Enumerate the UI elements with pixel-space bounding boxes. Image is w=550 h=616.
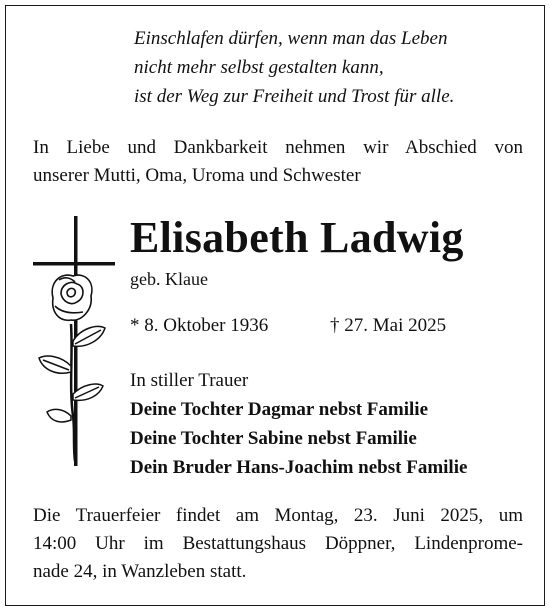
obituary-card (5, 5, 545, 606)
funeral-notice (33, 502, 523, 586)
mourner: Deine Tochter Sabine nebst Familie (130, 428, 417, 449)
life-dates (130, 313, 447, 339)
cross-with-rose-icon (31, 216, 121, 466)
birth-date: * 8. Oktober 1936 (130, 315, 269, 336)
death-date: † 27. Mai 2025 (330, 315, 447, 336)
birth-name: geb. Klaue (130, 269, 208, 289)
funeral-line: nade 24, in Wanzleben statt. (33, 561, 247, 582)
deceased-name: Elisabeth Ladwig (130, 213, 464, 262)
poem-line: nicht mehr selbst gestalten kann, (134, 57, 384, 78)
poem-line: Einschlafen dürfen, wenn man das Leben (134, 28, 448, 49)
funeral-line: 14:00 Uhr im Bestattungshaus Döppner, Lindenprome- (33, 533, 523, 554)
mourner: Deine Tochter Dagmar nebst Familie (130, 399, 428, 420)
funeral-line: Die Trauerfeier findet am Montag, 23. Juni 2025, um (33, 505, 523, 526)
mourners-list (130, 366, 467, 482)
intro-line: In Liebe und Dankbarkeit nehmen wir Abschied von (33, 137, 523, 158)
mourner: Dein Bruder Hans-Joachim nebst Familie (130, 457, 468, 478)
intro-text (33, 134, 523, 190)
poem-line: ist der Weg zur Freiheit und Trost für alle. (134, 86, 455, 107)
intro-line: unserer Mutti, Oma, Uroma und Schwester (33, 165, 361, 186)
poem (134, 24, 534, 111)
mourning-heading: In stiller Trauer (130, 370, 249, 391)
